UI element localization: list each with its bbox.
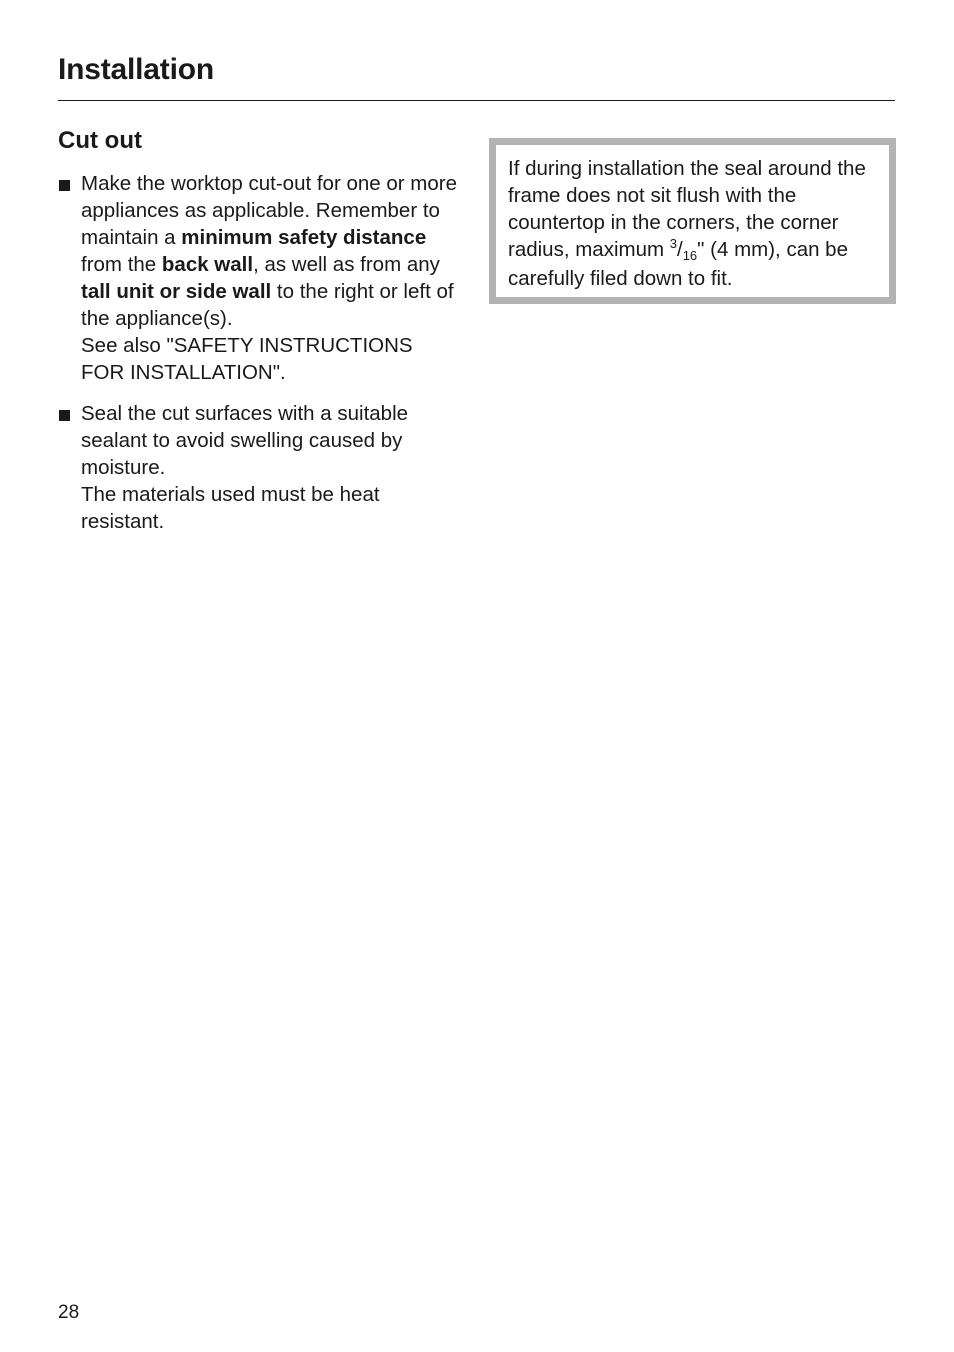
bullet-square-icon — [59, 180, 70, 191]
title-divider — [58, 100, 895, 101]
fraction-numerator: 3 — [669, 236, 677, 251]
page-number: 28 — [58, 1302, 80, 1323]
section-heading: Cut out — [58, 127, 142, 154]
instruction-list — [58, 170, 458, 549]
fraction-slash: / — [677, 238, 683, 261]
emphasis-text: back wall — [161, 253, 254, 276]
note-text: If during installation the seal around the frame does not sit flush with the countertop in the corners, the corner radius, maximum — [508, 157, 866, 261]
note-box — [489, 138, 896, 304]
list-item-paragraph: Make the worktop cut-out for one or more appliances as applicable. Remember to maintain a minimum safety distance from the back wall, as well as from any tall unit or side wall to the right or left of the appliance(s). — [81, 172, 458, 330]
page-title: Installation — [58, 53, 214, 86]
emphasis-text: tall unit or side wall — [81, 280, 272, 303]
list-item — [58, 170, 458, 386]
list-item — [58, 400, 458, 535]
fraction-denominator: 16 — [682, 248, 698, 263]
list-item-paragraph: The materials used must be heat resistant. — [81, 483, 380, 533]
emphasis-text: minimum safety distance — [181, 226, 427, 249]
bullet-square-icon — [59, 410, 70, 421]
note-text: " (4 mm), can be carefully filed down to fit. — [508, 238, 848, 290]
cross-reference: See also "SAFETY INSTRUCTIONS FOR INSTALLATION". — [81, 334, 413, 384]
list-item-paragraph: Seal the cut surfaces with a suitable sealant to avoid swelling caused by moisture. — [81, 402, 409, 479]
